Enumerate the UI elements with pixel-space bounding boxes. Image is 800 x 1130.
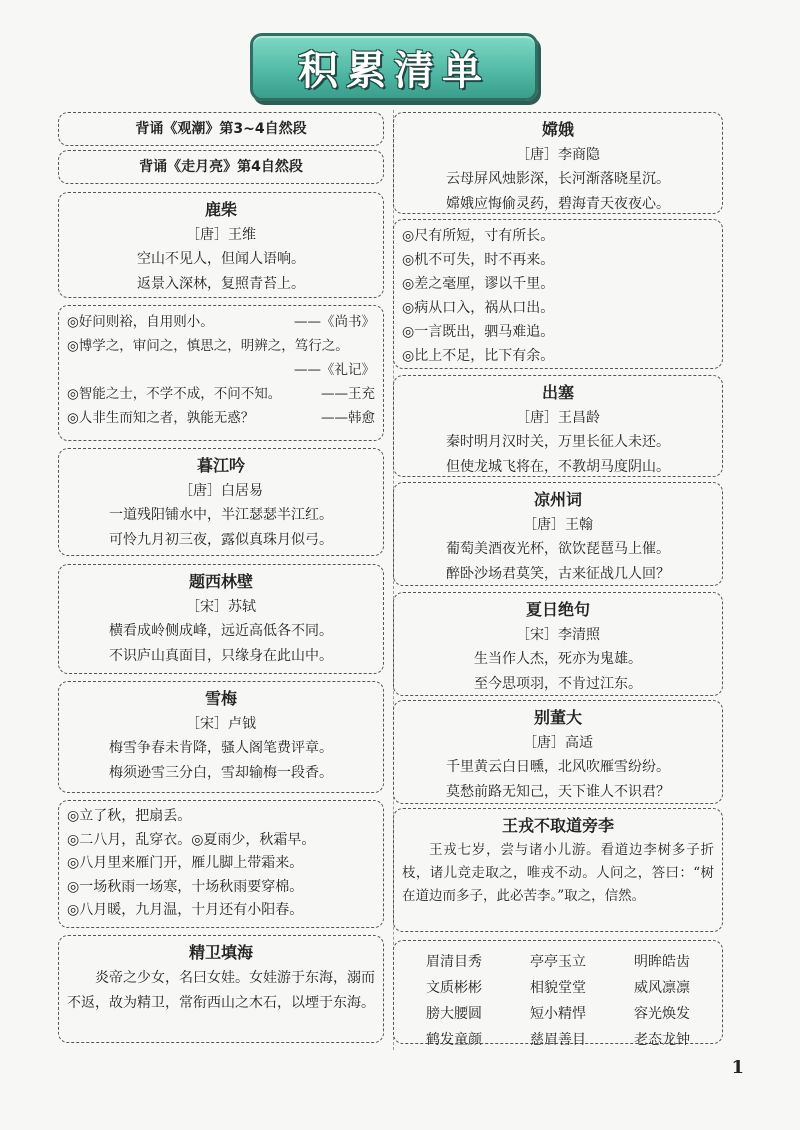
poem-line: 嫦娥应悔偷灵药，碧海青天夜夜心。 [446,196,670,212]
idiom: 文质彬彬 [426,980,482,996]
quote-row [67,382,375,406]
quote-source: ——韩愈 [321,410,375,426]
recite-box-2 [58,150,384,184]
idiom: 容光焕发 [634,1006,690,1022]
poem-author: ［宋］苏轼 [186,599,256,615]
proverb-line: ◎尺有所短，寸有所长。 [402,228,555,244]
page-title: 积累清单 [298,47,490,94]
poem-line: 返景入深林，复照青苔上。 [137,276,305,292]
idiom: 短小精悍 [530,1006,586,1022]
quote-text: ◎好问则裕，自用则小。 [67,314,214,330]
poem-author: ［宋］卢钺 [186,716,256,732]
idiom: 老态龙钟 [634,1032,690,1048]
idioms-box [393,940,723,1048]
poem-tixilinbi [58,564,384,674]
recite-box-1 [58,112,384,146]
poem-title: 暮江吟 [196,456,245,475]
recite-line-2: 背诵《走月亮》第4自然段 [139,159,303,175]
quote-row [67,406,375,430]
saying-line: ◎八月里来雁门开，雁儿脚上带霜来。 [67,855,304,871]
poem-author: ［唐］白居易 [179,483,263,499]
poem-liangzhouci [393,482,723,586]
poem-line: 一道残阳铺水中，半江瑟瑟半江红。 [109,507,333,523]
idiom: 亭亭玉立 [530,954,586,970]
prose-title: 王戎不取道旁李 [501,816,614,835]
quote-row [67,310,375,334]
poem-line: 云母屏风烛影深，长河渐落晓星沉。 [446,171,670,187]
proverbs-box [393,219,723,369]
idiom: 鹤发童颜 [426,1032,482,1048]
prose-jingwei [58,935,384,1043]
poem-line: 葡萄美酒夜光杯，欲饮琵琶马上催。 [446,541,670,557]
poem-line: 梅须逊雪三分白，雪却输梅一段香。 [109,765,333,781]
proverb-line: ◎差之毫厘，谬以千里。 [402,276,555,292]
prose-text: 王戎七岁，尝与诸小儿游。看道边李树多子折枝，诸儿竞走取之，唯戎不动。人问之，答曰：“树在道边而多子，此必苦李。”取之，信然。 [402,842,714,904]
idiom: 膀大腰圆 [426,1006,482,1022]
saying-line: ◎八月暖，九月温，十月还有小阳春。 [67,902,304,918]
quote-source: ——《尚书》 [294,314,375,330]
poem-author: ［宋］李清照 [516,627,600,643]
proverb-line: ◎机不可失，时不再来。 [402,252,555,268]
poem-line: 生当作人杰，死亦为鬼雄。 [474,651,642,667]
recite-line-1: 背诵《观潮》第3~4自然段 [135,121,307,137]
idiom: 明眸皓齿 [634,954,690,970]
prose-text: 炎帝之少女，名曰女娃。女娃游于东海，溺而不返，故为精卫，常衔西山之木石，以堙于东海。 [67,970,375,1011]
poem-line: 至今思项羽，不肯过江东。 [474,676,642,692]
poem-xiarijueju [393,592,723,696]
poem-line: 横看成岭侧成峰，远近高低各不同。 [109,623,333,639]
poem-title: 夏日绝句 [525,600,590,619]
idiom: 威风凛凛 [634,980,690,996]
poem-author: ［唐］王翰 [523,517,593,533]
poem-line: 可怜九月初三夜，露似真珠月似弓。 [109,532,333,548]
poem-mujiang [58,448,384,556]
poem-line: 莫愁前路无知己，天下谁人不识君？ [446,784,670,800]
idiom: 眉清目秀 [426,954,482,970]
idiom-grid [402,945,714,1051]
poem-author: ［唐］王维 [186,227,256,243]
prose-wangrong [393,808,723,932]
poem-title: 别董大 [533,708,582,727]
poem-line: 秦时明月汉时关，万里长征人未还。 [446,434,670,450]
poem-author: ［唐］李商隐 [516,147,600,163]
poem-author: ［唐］王昌龄 [516,410,600,426]
poem-title: 题西林壁 [188,572,253,591]
poem-author: ［唐］高适 [523,735,593,751]
poem-title: 鹿柴 [204,200,237,219]
poem-chusai [393,375,723,477]
poem-line: 梅雪争春未肯降，骚人阁笔费评章。 [109,740,333,756]
saying-line: ◎二八月，乱穿衣。◎夏雨少，秋霜早。 [67,831,316,848]
poem-biedongda [393,700,723,804]
poem-title: 出塞 [541,383,574,402]
saying-line: ◎一场秋雨一场寒，十场秋雨要穿棉。 [67,878,304,895]
quotes-box [58,305,384,441]
proverb-line: ◎病从口入，祸从口出。 [402,300,555,316]
quote-text: ◎人非生而知之者，孰能无惑？ [67,410,255,426]
poem-title: 雪梅 [204,689,237,708]
poem-line: 空山不见人，但闻人语响。 [137,251,305,267]
sayings-box [58,800,384,928]
poem-line: 醉卧沙场君莫笑，古来征战几人回？ [446,566,670,582]
quote-source: ——《礼记》 [294,362,375,378]
idiom: 慈眉善目 [530,1032,586,1048]
poem-line: 但使龙城飞将在，不教胡马度阴山。 [446,459,670,475]
poem-xuemei [58,681,384,793]
poem-title: 凉州词 [533,490,582,509]
poem-change [393,112,723,214]
saying-line: ◎立了秋，把扇丢。 [67,808,192,824]
quote-text: ◎智能之士，不学不成，不问不知。 [67,386,282,402]
title-banner [250,33,538,101]
quote-text: ◎博学之，审问之，慎思之，明辨之，笃行之。 [67,338,349,354]
proverb-line: ◎一言既出，驷马难追。 [402,324,555,340]
page-number: 1 [731,1057,744,1078]
poem-line: 不识庐山真面目，只缘身在此山中。 [109,648,333,664]
prose-title: 精卫填海 [188,943,253,962]
proverb-line: ◎比上不足，比下有余。 [402,348,555,364]
idiom: 相貌堂堂 [530,980,586,996]
poem-title: 嫦娥 [541,120,574,139]
poem-luzhai [58,192,384,298]
quote-source: ——王充 [321,386,375,402]
poem-line: 千里黄云白日曛，北风吹雁雪纷纷。 [446,759,670,775]
